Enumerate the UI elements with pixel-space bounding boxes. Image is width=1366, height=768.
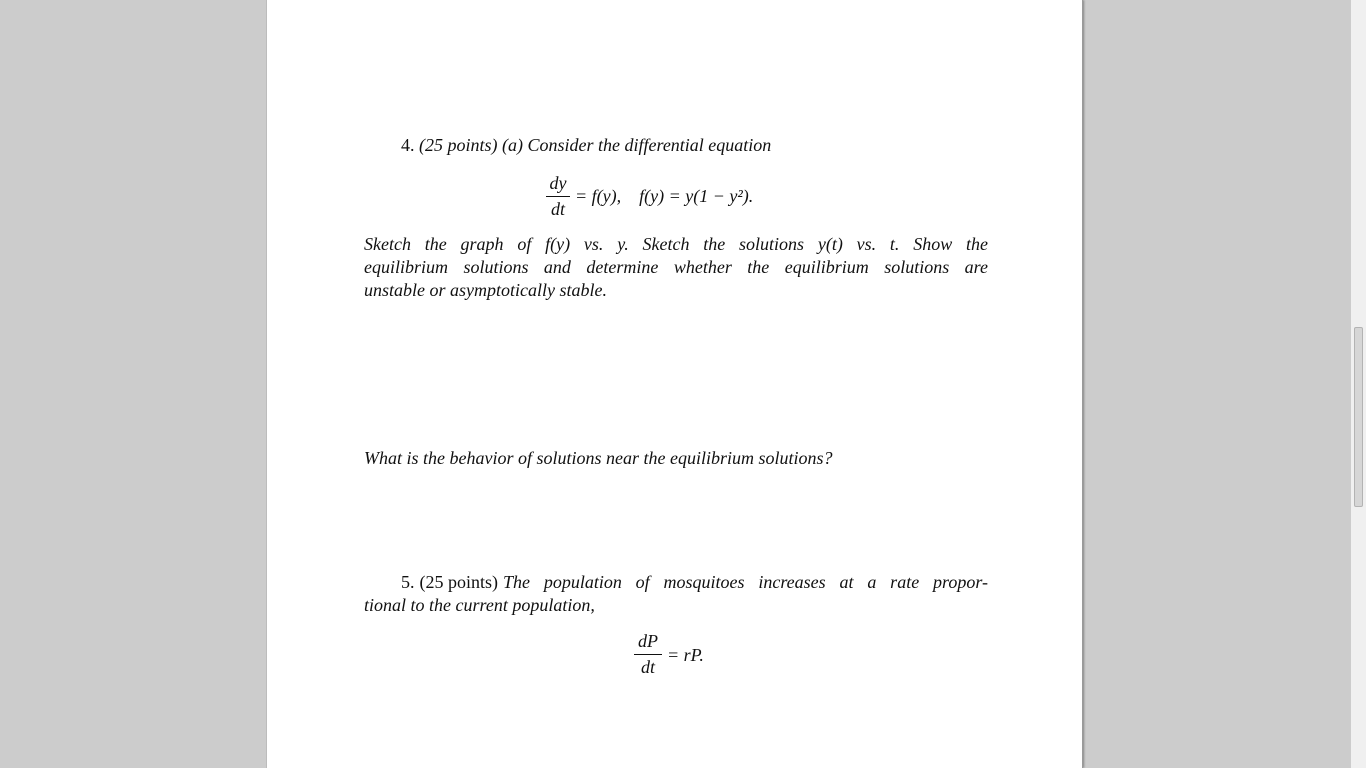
paragraph-line: Sketch the graph of f(y) vs. y. Sketch the solutions y(t) vs. t. Show the xyxy=(364,234,988,254)
problem-number: 4. xyxy=(401,135,415,155)
fraction-denominator: dt xyxy=(640,657,655,677)
problem-points: (25 points) xyxy=(419,135,498,155)
fraction-bar xyxy=(634,654,662,655)
problem-intro: (a) Consider the differential equation xyxy=(502,135,772,155)
vertical-scrollbar[interactable] xyxy=(1351,0,1366,768)
problem-number: 5. xyxy=(401,572,415,592)
fraction-numerator: dP xyxy=(638,631,658,651)
problem-points: (25 points) xyxy=(419,572,498,592)
paragraph-line: equilibrium solutions and determine whether the equilibrium solutions are xyxy=(364,257,988,277)
question-text: What is the behavior of solutions near the equilibrium solutions? xyxy=(364,448,833,468)
problem-5-heading xyxy=(401,572,988,593)
pdf-page xyxy=(267,0,1082,768)
derivative-fraction xyxy=(546,173,570,220)
equation-rhs: = rP. xyxy=(667,645,704,665)
fraction-bar xyxy=(546,196,570,197)
fraction-denominator: dt xyxy=(550,199,565,219)
paragraph-line: unstable or asymptotically stable. xyxy=(364,280,607,300)
paragraph-line: tional to the current population, xyxy=(364,595,595,615)
scrollbar-thumb[interactable] xyxy=(1354,327,1363,507)
problem-text: The population of mosquitoes increases at a rate propor- xyxy=(503,572,988,592)
equation-rhs: = f(y), f(y) = y(1 − y²). xyxy=(575,186,754,206)
problem-4-heading xyxy=(401,135,771,156)
fraction-numerator: dy xyxy=(549,173,567,193)
derivative-fraction xyxy=(634,631,662,678)
